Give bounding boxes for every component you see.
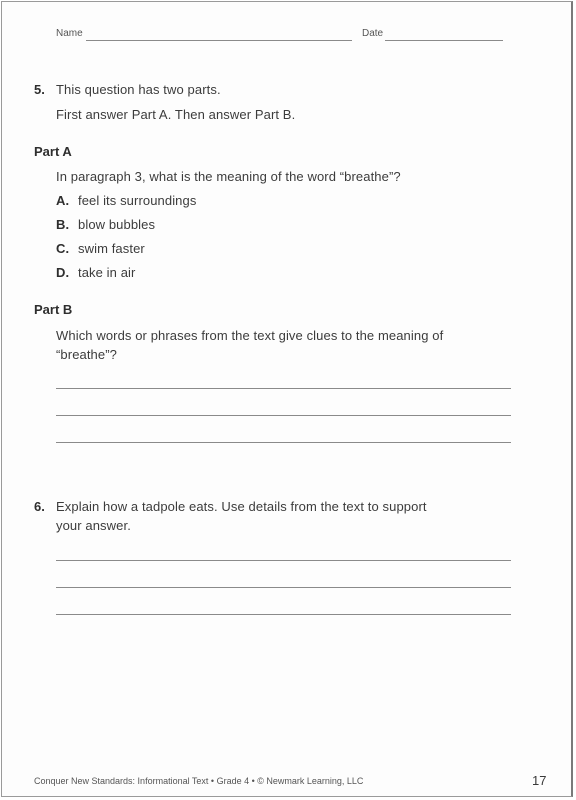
part-b-answer-line-1[interactable] bbox=[56, 388, 511, 389]
choice-letter: C. bbox=[56, 241, 70, 256]
question-6-line-1: Explain how a tadpole eats. Use details from the text to support bbox=[56, 499, 427, 514]
part-b-question-line-1: Which words or phrases from the text give clues to the meaning of bbox=[56, 328, 444, 343]
question-5-intro: This question has two parts. bbox=[56, 82, 221, 97]
part-a-heading: Part A bbox=[34, 144, 72, 159]
question-5-number: 5. bbox=[34, 82, 45, 97]
part-b-question-line-2: “breathe”? bbox=[56, 347, 117, 362]
choice-a[interactable] bbox=[56, 193, 196, 208]
worksheet-page bbox=[1, 1, 573, 797]
page-number: 17 bbox=[532, 773, 547, 788]
choice-c[interactable] bbox=[56, 241, 145, 256]
question-6-answer-line-2[interactable] bbox=[56, 587, 511, 588]
part-b-answer-line-2[interactable] bbox=[56, 415, 511, 416]
question-6-answer-line-1[interactable] bbox=[56, 560, 511, 561]
name-label: Name bbox=[56, 28, 83, 39]
choice-text: feel its surroundings bbox=[78, 193, 197, 208]
choice-letter: A. bbox=[56, 193, 70, 208]
choice-letter: D. bbox=[56, 265, 70, 280]
part-b-heading: Part B bbox=[34, 302, 73, 317]
footer-credit: Conquer New Standards: Informational Text • Grade 4 • © Newmark Learning, LLC bbox=[34, 776, 364, 786]
part-b-answer-line-3[interactable] bbox=[56, 442, 511, 443]
question-5-instructions: First answer Part A. Then answer Part B. bbox=[56, 107, 296, 122]
date-answer-line[interactable] bbox=[385, 40, 503, 41]
name-answer-line[interactable] bbox=[86, 40, 352, 41]
date-label: Date bbox=[362, 28, 384, 39]
choice-text: swim faster bbox=[78, 241, 145, 256]
question-6-answer-line-3[interactable] bbox=[56, 614, 511, 615]
choice-text: blow bubbles bbox=[78, 217, 156, 232]
question-6-number: 6. bbox=[34, 499, 45, 514]
question-6-line-2: your answer. bbox=[56, 518, 131, 533]
part-a-question: In paragraph 3, what is the meaning of the word “breathe”? bbox=[56, 169, 401, 184]
choice-text: take in air bbox=[78, 265, 136, 280]
choice-b[interactable] bbox=[56, 217, 155, 232]
choice-letter: B. bbox=[56, 217, 70, 232]
choice-d[interactable] bbox=[56, 265, 135, 280]
